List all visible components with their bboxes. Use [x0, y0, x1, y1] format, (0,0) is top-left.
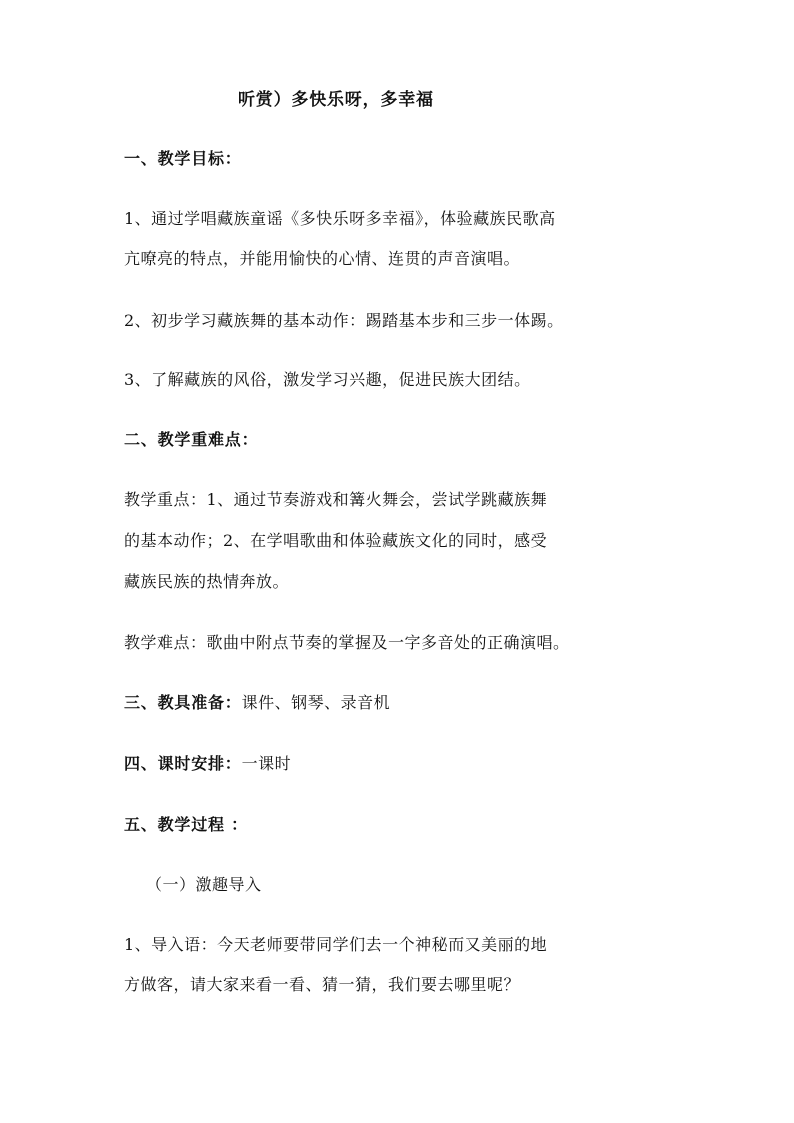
section5-heading: 五、教学过程 ：	[124, 815, 248, 834]
process-item1-line2: 方做客，请大家来看一看、猜一猜，我们要去哪里呢？	[124, 975, 521, 994]
process-item1-line1: 1、导入语：今天老师要带同学们去一个神秘而又美丽的地	[124, 935, 548, 954]
objective-item1-line1: 1、通过学唱藏族童谣《多快乐呀多幸福》，体验藏族民歌高	[124, 209, 556, 228]
difficulty-point: 教学难点：歌曲中附点节奏的掌握及一字多音处的正确演唱。	[124, 633, 570, 652]
objective-item1-line2: 亢嘹亮的特点，并能用愉快的心情、连贯的声音演唱。	[124, 249, 521, 268]
process-sub1: （一）激趣导入	[146, 875, 262, 894]
section3-line	[124, 692, 390, 714]
document-title: 听赏）多快乐呀，多幸福	[238, 90, 434, 110]
section3-heading: 三、教具准备：	[124, 693, 242, 712]
key-point-line1: 教学重点：1、通过节奏游戏和篝火舞会，尝试学跳藏族舞	[124, 490, 548, 509]
section4-line	[124, 753, 291, 775]
section4-content: 一课时	[241, 754, 292, 773]
key-point-line3: 藏族民族的热情奔放。	[124, 572, 290, 591]
section2-heading: 二、教学重难点：	[124, 430, 259, 449]
key-point-line2: 的基本动作；2、在学唱歌曲和体验藏族文化的同时，感受	[124, 531, 548, 550]
section1-heading: 一、教学目标：	[124, 149, 242, 168]
section3-content: 课件、钢琴、录音机	[241, 693, 391, 712]
objective-item2: 2、初步学习藏族舞的基本动作：踢踏基本步和三步一体踢。	[124, 311, 564, 330]
objective-item3: 3、了解藏族的风俗，激发学习兴趣，促进民族大团结。	[124, 370, 531, 389]
section4-heading: 四、课时安排：	[124, 754, 242, 773]
